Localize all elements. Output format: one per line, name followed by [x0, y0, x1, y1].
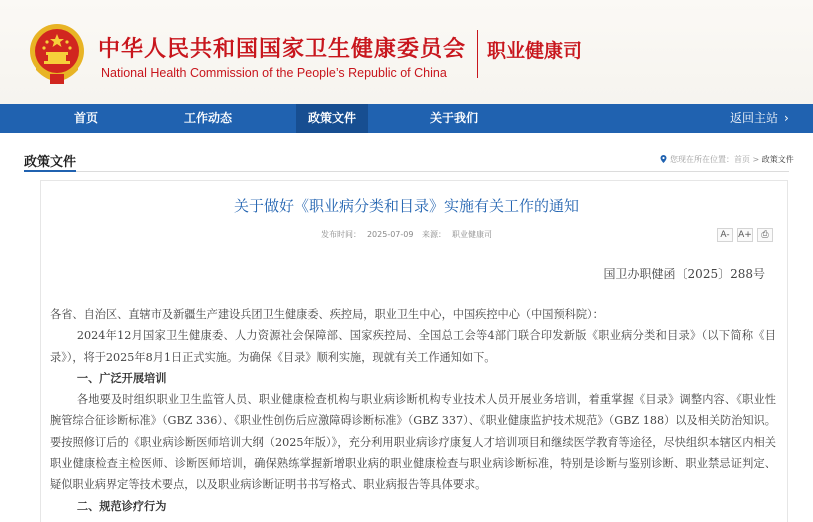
- title-divider: [477, 30, 478, 78]
- nav-about-us[interactable]: 关于我们: [430, 111, 479, 125]
- chevron-right-icon: ›: [784, 111, 789, 125]
- article-paragraph: 各地要及时组织职业卫生监管人员、职业健康检查机构与职业病诊断机构专业技术人员开展业务培训，着重掌握《目录》调整内容、《职业性腕管综合征诊断标准》（GBZ 336）、《职业性创伤后应激障碍诊断标准》（GBZ 337）、《职业健康监护技术规范》（GBZ 188）以及相关防治知识。要按照修订后的《职业病诊断医师培训大纲（2025年版）》，充分利用职业病诊疗康复人才培训项目和继续医学教育等途径，尽快组织本辖区内相关职业健康检查主检医师、诊断医师培训，确保熟练掌握新增职业病的职业健康检查与职业病诊断标准，特别是诊断与鉴别诊断、职业禁忌证判定、疑似职业病界定等技术要点，以及职业病诊断证明书书写格式、职业病报告等具体要求。: [50, 393, 776, 492]
- nav-policy-documents[interactable]: 政策文件: [296, 104, 368, 133]
- section-heading: 二、规范诊疗行为: [76, 499, 167, 513]
- publish-date-value: 2025-07-09: [366, 230, 414, 239]
- print-icon[interactable]: ⎙: [757, 228, 773, 242]
- section-title-underline: [24, 170, 76, 172]
- article-body: [50, 304, 776, 517]
- section-title: 政策文件: [24, 155, 77, 170]
- breadcrumb: [660, 154, 794, 165]
- source-value: 职业健康司: [452, 230, 493, 239]
- nav-home[interactable]: 首页: [74, 111, 99, 125]
- breadcrumb-current[interactable]: 政策文件: [761, 155, 794, 164]
- article-meta: [0, 229, 813, 240]
- nav-back-label: 返回主站: [730, 111, 779, 125]
- location-pin-icon: [660, 155, 667, 163]
- font-decrease-button[interactable]: A-: [717, 228, 733, 242]
- department-name[interactable]: 职业健康司: [487, 40, 583, 62]
- site-title-cn[interactable]: 中华人民共和国国家卫生健康委员会: [98, 37, 467, 62]
- article-title: 关于做好《职业病分类和目录》实施有关工作的通知: [233, 197, 579, 215]
- font-increase-button[interactable]: A+: [738, 230, 752, 240]
- article-paragraph: 2024年12月国家卫生健康委、人力资源社会保障部、国家疾控局、全国总工会等4部门联合印发新版《职业病分类和目录》（以下简称《目录》），将于2025年8月1日正式实施。为确保《目录》顺利实施，现就有关工作通知如下。: [50, 329, 776, 364]
- section-heading: 一、广泛开展培训: [76, 371, 167, 385]
- main-nav: [0, 104, 813, 133]
- document-number: 国卫办职健函〔2025〕288号: [603, 267, 765, 281]
- national-emblem-icon[interactable]: [28, 22, 86, 86]
- source-label: 来源：: [422, 230, 447, 239]
- site-title-en: National Health Commission of the People’s Republic of China: [101, 66, 447, 80]
- article-paragraph: 各省、自治区、直辖市及新疆生产建设兵团卫生健康委、疾控局，职业卫生中心，中国疾控中心（中国预科院）：: [50, 308, 604, 321]
- publish-date-label: 发布时间：: [320, 230, 361, 239]
- article-source: [422, 230, 492, 239]
- breadcrumb-separator: >: [750, 155, 762, 164]
- section-divider: [24, 171, 789, 172]
- breadcrumb-home[interactable]: 首页: [734, 155, 750, 164]
- publish-date: [321, 230, 414, 239]
- nav-work-news[interactable]: 工作动态: [184, 111, 233, 125]
- site-header: [0, 0, 813, 104]
- breadcrumb-prefix: 您现在所在位置：: [670, 155, 734, 164]
- nav-back-to-main-site[interactable]: [730, 104, 789, 133]
